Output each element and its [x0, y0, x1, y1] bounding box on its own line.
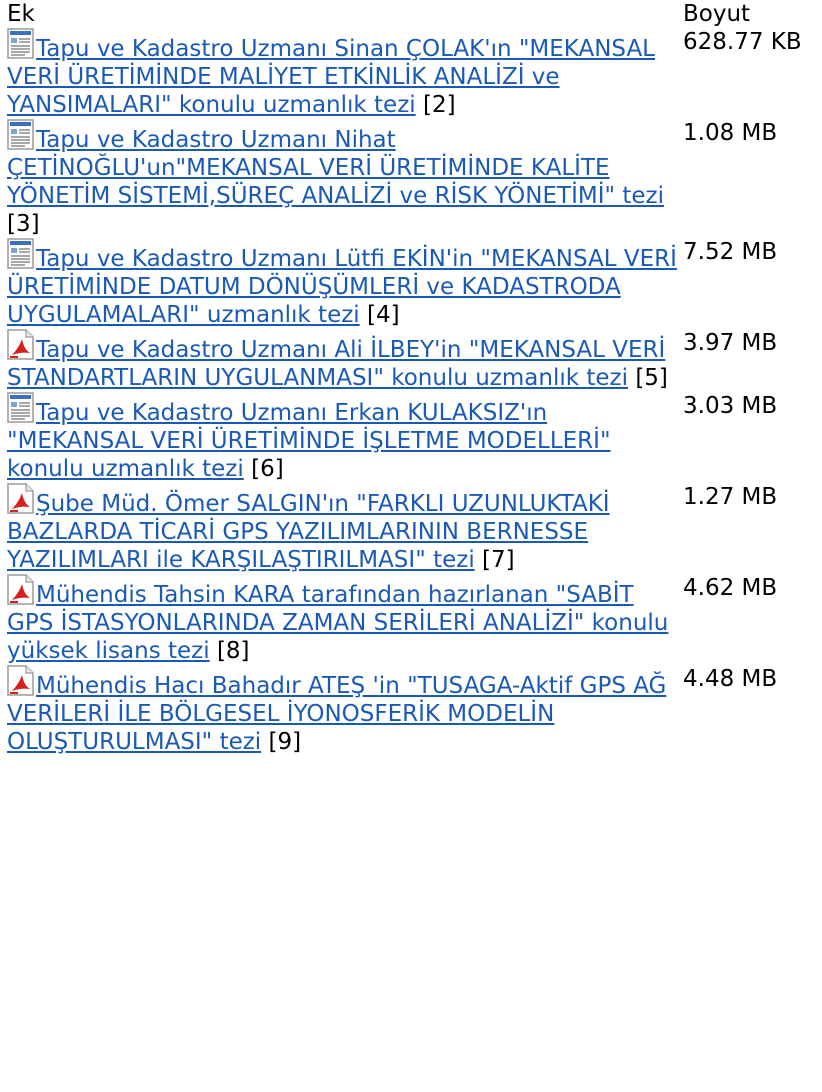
attachment-cell	[7, 483, 683, 574]
attachment-cell	[7, 665, 683, 756]
document-icon	[7, 238, 35, 270]
attachment-cell	[7, 119, 683, 238]
attachment-ref: [6]	[251, 456, 284, 482]
table-row	[7, 574, 822, 665]
table-header-row	[7, 0, 822, 28]
document-icon	[7, 119, 35, 151]
attachment-link[interactable]: Şube Müd. Ömer SALGIN'ın "FARKLI UZUNLUKTAKİ BAZLARDA TİCARİ GPS YAZILIMLARININ BERNESSE YAZILIMLARI ile KARŞILAŞTIRILMASI" tezi	[7, 491, 610, 573]
attachment-ref: [7]	[482, 547, 515, 573]
table-row	[7, 329, 822, 392]
table-row	[7, 119, 822, 238]
table-row	[7, 392, 822, 483]
attachment-link[interactable]: Tapu ve Kadastro Uzmanı Sinan ÇOLAK'ın "MEKANSAL VERİ ÜRETİMİNDE MALİYET ETKİNLİK ANALİZİ ve YANSIMALARI" konulu uzmanlık tezi	[7, 36, 656, 118]
document-icon	[7, 28, 35, 60]
attachment-link[interactable]: Mühendis Hacı Bahadır ATEŞ 'in "TUSAGA-Aktif GPS AĞ VERİLERİ İLE BÖLGESEL İYONOSFERİK MODELİN OLUŞTURULMASI" tezi	[7, 673, 667, 755]
table-row	[7, 28, 822, 119]
attachment-size: 1.27 MB	[683, 484, 778, 510]
attachment-ref: [5]	[635, 365, 668, 391]
attachments-table	[7, 0, 822, 756]
attachment-cell	[7, 574, 683, 665]
attachment-link[interactable]: Tapu ve Kadastro Uzmanı Nihat ÇETİNOĞLU'un"MEKANSAL VERİ ÜRETİMİNDE KALİTE YÖNETİM SİSTEMİ,SÜREÇ ANALİZİ ve RİSK YÖNETİMİ" tezi	[7, 127, 665, 209]
attachment-size: 4.48 MB	[683, 666, 778, 692]
attachment-ref: [4]	[367, 302, 400, 328]
pdf-icon	[7, 329, 35, 361]
pdf-icon	[7, 665, 35, 697]
pdf-icon	[7, 483, 35, 515]
attachment-size: 7.52 MB	[683, 239, 778, 265]
attachment-link[interactable]: Mühendis Tahsin KARA tarafından hazırlanan "SABİT GPS İSTASYONLARINDA ZAMAN SERİLERİ ANALİZİ" konulu yüksek lisans tezi	[7, 582, 669, 664]
attachment-ref: [9]	[268, 729, 302, 755]
attachment-size: 4.62 MB	[683, 575, 778, 601]
attachment-size: 3.03 MB	[683, 393, 778, 419]
document-icon	[7, 392, 35, 424]
attachment-cell	[7, 238, 683, 329]
attachment-link[interactable]: Tapu ve Kadastro Uzmanı Erkan KULAKSIZ'ın "MEKANSAL VERİ ÜRETİMİNDE İŞLETME MODELLERİ" konulu uzmanlık tezi	[7, 400, 611, 482]
pdf-icon	[7, 574, 35, 606]
table-row	[7, 483, 822, 574]
column-header-size: Boyut	[683, 1, 751, 27]
attachment-size: 628.77 KB	[683, 29, 802, 55]
attachment-cell	[7, 329, 683, 392]
attachment-cell	[7, 392, 683, 483]
table-row	[7, 665, 822, 756]
column-header-ek: Ek	[7, 1, 35, 27]
attachment-cell	[7, 28, 683, 119]
attachment-ref: [8]	[216, 638, 250, 664]
table-row	[7, 238, 822, 329]
attachment-ref: [3]	[7, 211, 40, 237]
attachment-link[interactable]: Tapu ve Kadastro Uzmanı Lütfi EKİN'in "MEKANSAL VERİ ÜRETİMİNDE DATUM DÖNÜŞÜMLERİ ve KADASTRODA UYGULAMALARI" uzmanlık tezi	[7, 246, 677, 328]
attachment-size: 1.08 MB	[683, 120, 778, 146]
attachment-ref: [2]	[422, 92, 456, 118]
attachment-size: 3.97 MB	[683, 330, 778, 356]
attachment-link[interactable]: Tapu ve Kadastro Uzmanı Ali İLBEY'in "MEKANSAL VERİ STANDARTLARIN UYGULANMASI" konulu uzmanlık tezi	[7, 337, 666, 391]
